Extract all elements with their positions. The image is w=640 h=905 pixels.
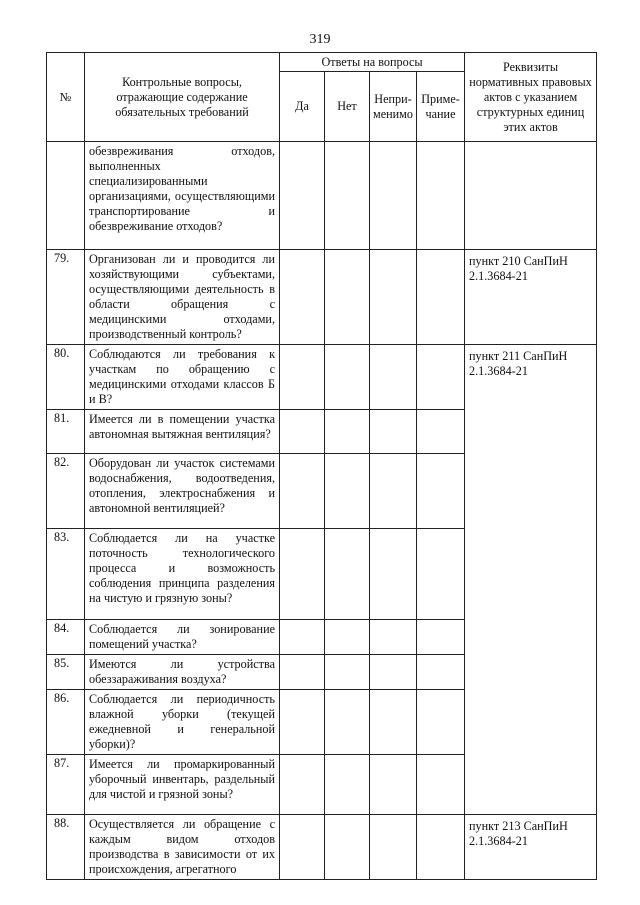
answer-cell-yes[interactable] [280,410,325,454]
answer-cell-yes[interactable] [280,690,325,755]
row-question: Соблюдается ли на участке поточность технологического процесса и возможность соблюдения принципа разделения на чистую и грязную зоны? [85,529,280,620]
answer-cell-no[interactable] [325,454,370,529]
checklist-rows [47,142,597,880]
answer-cell-na[interactable] [370,755,417,815]
answer-cell-na[interactable] [370,410,417,454]
row-question: Оборудован ли участок системами водоснабжения, водоотведения, отопления, электроснабжения и автономной вентиляцией? [85,454,280,529]
row-number: 79. [47,250,85,345]
row-question: Соблюдаются ли требования к участкам по обращению с медицинскими отходами классов Б и В? [85,345,280,410]
row-question: Соблюдается ли периодичность влажной уборки (текущей ежедневной и генеральной уборки)? [85,690,280,755]
row-question: Имеется ли в помещении участка автономная вытяжная вентиляция? [85,410,280,454]
answer-cell-na[interactable] [370,815,417,880]
answer-cell-yes[interactable] [280,529,325,620]
answer-cell-note[interactable] [417,345,465,410]
row-number [47,142,85,250]
row-number: 86. [47,690,85,755]
answer-cell-note[interactable] [417,620,465,655]
answer-cell-no[interactable] [325,755,370,815]
answer-cell-no[interactable] [325,345,370,410]
row-number: 82. [47,454,85,529]
answer-cell-no[interactable] [325,250,370,345]
answer-cell-yes[interactable] [280,250,325,345]
page-number: 319 [309,32,331,47]
row-requisites [465,142,597,250]
answer-cell-note[interactable] [417,690,465,755]
row-question: Имеются ли устройства обеззараживания воздуха? [85,655,280,690]
answer-cell-no[interactable] [325,690,370,755]
row-question: Имеется ли промаркированный уборочный инвентарь, раздельный для чистой и грязной зоны? [85,755,280,815]
row-number: 87. [47,755,85,815]
row-requisites: пункт 211 СанПиН 2.1.3684-21 [465,345,597,815]
header-requisites: Реквизиты нормативных правовых актов с указанием структурных единиц этих актов [465,53,597,142]
answer-cell-na[interactable] [370,529,417,620]
answer-cell-note[interactable] [417,529,465,620]
header-number: № [47,53,85,142]
answer-cell-no[interactable] [325,142,370,250]
answer-cell-na[interactable] [370,454,417,529]
row-question: Осуществляется ли обращение с каждым видом отходов производства в зависимости от их происхождения, агрегатного [85,815,280,880]
answer-cell-no[interactable] [325,410,370,454]
table-row [47,345,597,410]
answer-cell-note[interactable] [417,410,465,454]
answer-cell-yes[interactable] [280,345,325,410]
header-note: Приме- чание [417,72,465,142]
answer-cell-note[interactable] [417,454,465,529]
answer-cell-na[interactable] [370,250,417,345]
row-number: 85. [47,655,85,690]
header-answers: Ответы на вопросы [280,53,465,72]
answer-cell-na[interactable] [370,345,417,410]
answer-cell-no[interactable] [325,815,370,880]
row-number: 83. [47,529,85,620]
answer-cell-no[interactable] [325,620,370,655]
answer-cell-note[interactable] [417,250,465,345]
answer-cell-yes[interactable] [280,620,325,655]
row-question: Организован ли и проводится ли хозяйствующими субъектами, осуществляющими деятельность в области обращения с медицинскими отходами, производственный контроль? [85,250,280,345]
header-not-applicable: Непри- менимо [370,72,417,142]
row-number: 80. [47,345,85,410]
answer-cell-na[interactable] [370,655,417,690]
answer-cell-no[interactable] [325,529,370,620]
table-row [47,815,597,880]
table-row [47,142,597,250]
row-question: обезвреживания отходов, выполненных специализированными организациями, осуществляющими транспортирование и обезвреживание отходов? [85,142,280,250]
answer-cell-yes[interactable] [280,815,325,880]
row-number: 84. [47,620,85,655]
row-question: Соблюдается ли зонирование помещений участка? [85,620,280,655]
answer-cell-note[interactable] [417,815,465,880]
row-number: 88. [47,815,85,880]
row-requisites: пункт 213 СанПиН 2.1.3684-21 [465,815,597,880]
answer-cell-note[interactable] [417,655,465,690]
answer-cell-yes[interactable] [280,142,325,250]
header-question: Контрольные вопросы, отражающие содержание обязательных требований [85,53,280,142]
table-row [47,250,597,345]
answer-cell-yes[interactable] [280,454,325,529]
answer-cell-yes[interactable] [280,755,325,815]
answer-cell-yes[interactable] [280,655,325,690]
answer-cell-na[interactable] [370,142,417,250]
checklist-table [46,52,597,880]
header-no: Нет [325,72,370,142]
answer-cell-na[interactable] [370,620,417,655]
answer-cell-note[interactable] [417,755,465,815]
row-requisites: пункт 210 СанПиН 2.1.3684-21 [465,250,597,345]
header-yes: Да [280,72,325,142]
answer-cell-no[interactable] [325,655,370,690]
answer-cell-note[interactable] [417,142,465,250]
row-number: 81. [47,410,85,454]
answer-cell-na[interactable] [370,690,417,755]
